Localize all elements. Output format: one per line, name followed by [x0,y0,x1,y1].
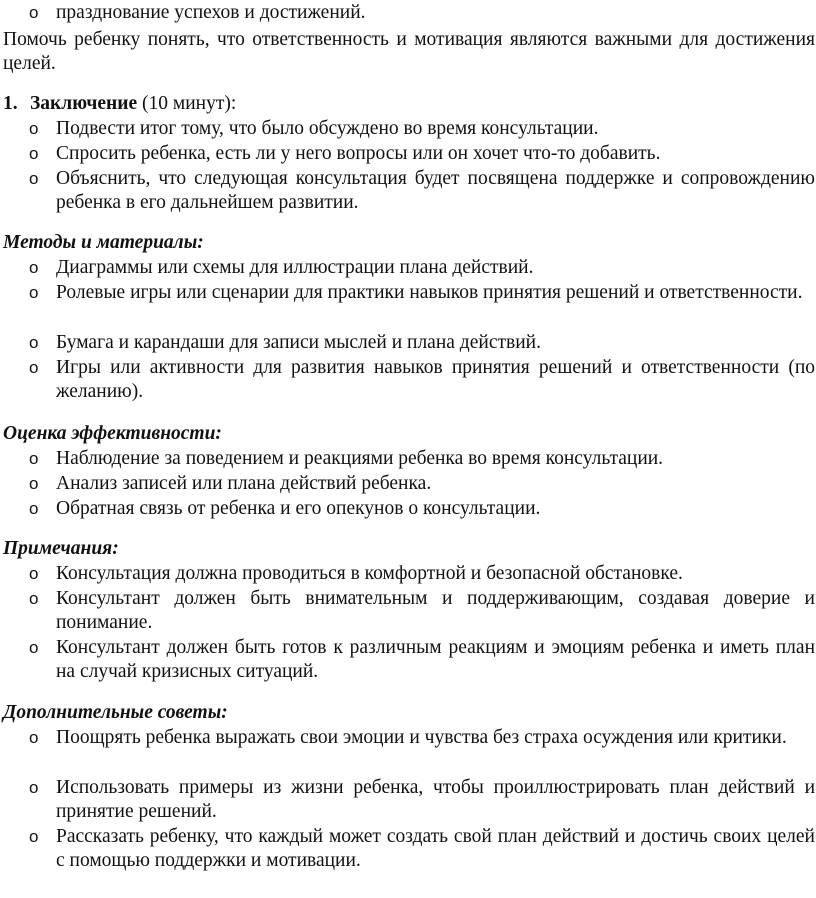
section-heading-notes: Примечания: [3,538,119,559]
list-item-text: Анализ записей или плана действий ребенка. [56,473,432,494]
bullet-marker: o [29,638,39,657]
bullet-marker: o [29,333,39,352]
bullet-marker: o [29,449,39,468]
bullet-marker: o [29,499,39,518]
list-item-text: Объяснить, что следующая консультация будет посвящена поддержке и сопровождению ребенка в его дальнейшем развитии. [56,168,815,214]
intro-paragraph: Помочь ребенку понять, что ответственность и мотивация являются важными для достижения целей. [3,29,815,75]
section-number: 1. [3,93,18,114]
bullet-marker: o [29,119,39,138]
list-item-text: Поощрять ребенка выражать свои эмоции и чувства без страха осуждения или критики. [56,727,787,748]
list-item [29,825,815,874]
bullet-marker: o [29,827,39,846]
list-item-text: Консультант должен быть готов к различным реакциям и эмоциям ребенка и иметь план на случай кризисных ситуаций. [56,637,815,683]
bullet-marker: o [29,283,39,302]
list-item [29,142,815,166]
bullet-marker: o [29,728,39,747]
list-item-text: Рассказать ребенку, что каждый может создать свой план действий и достичь своих целей с помощью поддержки и мотивации. [56,826,815,872]
list-item-text: Диаграммы или схемы для иллюстрации плана действий. [56,257,534,278]
list-item [29,726,815,750]
list-item [29,256,815,280]
list-item [29,331,815,355]
list-item-text: Обратная связь от ребенка и его опекунов о консультации. [56,498,541,519]
section-title: Заключение [30,93,138,114]
section-heading-evaluation: Оценка эффективности: [3,423,222,444]
list-item [29,167,815,216]
list-item-text: Наблюдение за поведением и реакциями ребенка во время консультации. [56,448,664,469]
bullet-marker: o [29,3,39,22]
section-heading-conclusion [3,92,236,116]
list-item [29,472,815,496]
list-item [29,497,815,521]
list-item [29,562,815,586]
list-item [29,281,815,305]
bullet-marker: o [29,589,39,608]
list-item [29,1,815,25]
section-duration: (10 минут): [142,93,237,114]
list-item-text: Бумага и карандаши для записи мыслей и плана действий. [56,332,541,353]
list-item [29,356,815,405]
list-item-text: Консультация должна проводиться в комфортной и безопасной обстановке. [56,563,683,584]
bullet-marker: o [29,258,39,277]
list-item-text: Игры или активности для развития навыков принятия решений и ответственности (по желанию). [56,357,815,403]
bullet-marker: o [29,169,39,188]
list-item-text: Ролевые игры или сценарии для практики навыков принятия решений и ответственности. [56,282,803,303]
bullet-marker: o [29,474,39,493]
list-item [29,587,815,636]
list-item-text: Использовать примеры из жизни ребенка, чтобы проиллюстрировать план действий и принятие решений. [56,777,815,823]
section-heading-methods: Методы и материалы: [3,232,204,253]
bullet-marker: o [29,144,39,163]
bullet-marker: o [29,358,39,377]
list-item-text: Подвести итог тому, что было обсуждено во время консультации. [56,118,599,139]
bullet-marker: o [29,564,39,583]
list-item-text: Консультант должен быть внимательным и поддерживающим, создавая доверие и понимание. [56,588,815,634]
list-item-text: празднование успехов и достижений. [56,2,366,23]
list-item [29,447,815,471]
bullet-marker: o [29,778,39,797]
list-item [29,636,815,685]
list-item [29,776,815,825]
list-item-text: Спросить ребенка, есть ли у него вопросы или он хочет что-то добавить. [56,143,661,164]
list-item [29,117,815,141]
section-heading-tips: Дополнительные советы: [3,702,228,723]
